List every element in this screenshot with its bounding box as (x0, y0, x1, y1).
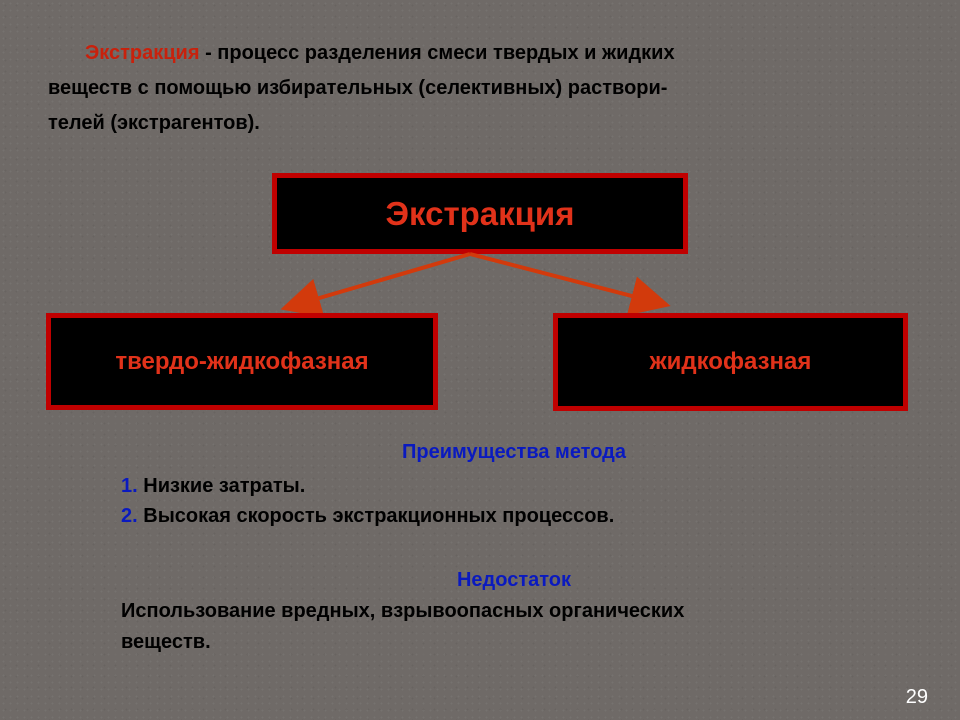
definition-line-1 (48, 36, 918, 71)
definition-line-2: веществ с помощью избирательных (селективных) раствори- (48, 77, 668, 99)
diagram-root-box (272, 173, 688, 254)
definition-paragraph (48, 36, 918, 141)
diagram-left-label: твердо-жидкофазная (115, 347, 369, 375)
disadvantage-text-line-2: веществ. (121, 631, 211, 653)
advantage-text: Низкие затраты. (137, 475, 306, 497)
advantage-number: 2. (121, 505, 138, 527)
diagram-right-label: жидкофазная (649, 348, 812, 375)
diagram-left-box (46, 313, 438, 410)
arrow-left (292, 254, 470, 306)
disadvantage-text-line-1: Использование вредных, взрывоопасных органических (121, 600, 685, 622)
advantage-number: 1. (121, 475, 138, 497)
advantages-heading: Преимущества метода (402, 441, 626, 463)
page-number: 29 (905, 686, 928, 708)
diagram-root-label: Экстракция (385, 194, 575, 232)
advantage-item (121, 475, 305, 498)
definition-text-1: - процесс разделения смеси твердых и жидких (199, 42, 675, 64)
definition-line-3: телей (экстрагентов). (48, 112, 260, 134)
arrow-right (470, 254, 659, 303)
definition-term: Экстракция (85, 42, 200, 64)
advantage-text: Высокая скорость экстракционных процессов. (137, 505, 615, 527)
diagram-right-box (553, 313, 908, 411)
disadvantage-heading: Недостаток (456, 569, 571, 591)
advantage-item (121, 505, 614, 528)
